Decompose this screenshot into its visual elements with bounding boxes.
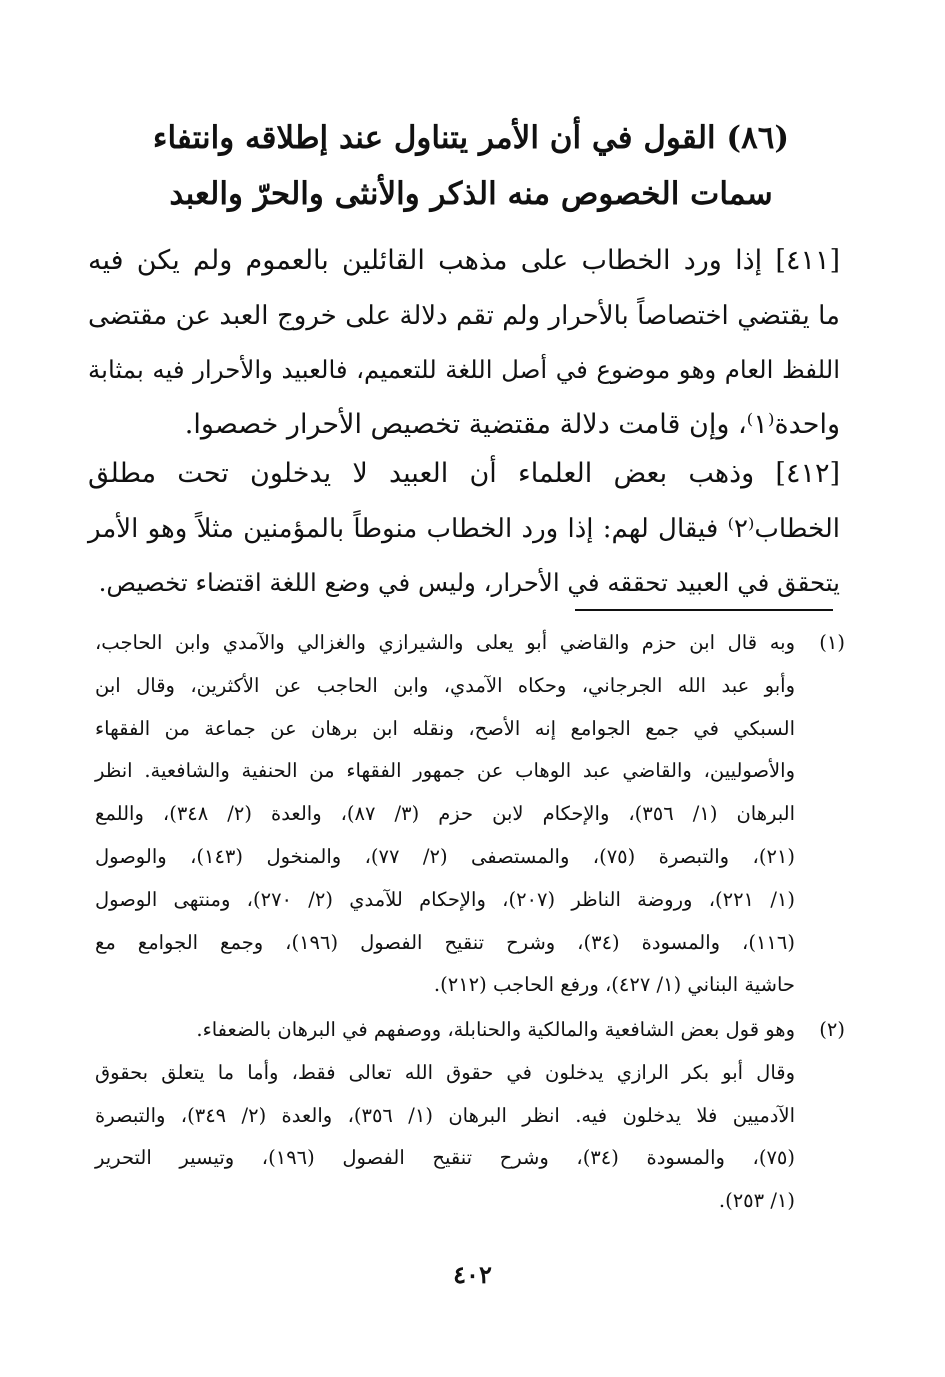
- footnote-line: وأبو عبد الله الجرجاني، وحكاه الآمدي، وابن الحاجب عن الأكثرين، وقال ابن: [95, 673, 795, 697]
- footnote-line: (٧٥)، والمسودة (٣٤)، وشرح تنقيح الفصول (١٩٦)، وتيسير التحرير: [95, 1146, 796, 1170]
- footnote-marker: (١): [819, 631, 845, 654]
- footnote-line: (١/ ٢٥٣).: [718, 1189, 795, 1213]
- paragraph-412: [88, 447, 840, 611]
- paragraph-line: واحدة⁽١⁾، وإن قامت دلالة مقتضية تخصيص الأحرار خصصوا.: [184, 408, 840, 440]
- paragraph-line: ما يقتضي اختصاصاً بالأحرار ولم تقم دلالة على خروج العبد عن مقتضى: [88, 300, 840, 331]
- section-heading-line-1: (٨٦) القول في أن الأمر يتناول عند إطلاقه وانتفاء: [152, 120, 790, 156]
- footnote-line: (١/ ٢٢١)، وروضة الناظر (٢٠٧)، والإحكام للآمدي (٢/ ٢٧٠)، ومنتهى الوصول: [95, 887, 795, 911]
- footnote-line: وقال أبو بكر الرازي يدخلون في حقوق الله تعالى فقط، وأما ما يتعلق بحقوق: [95, 1060, 795, 1084]
- paragraph-line: الخطاب⁽٢⁾ فيقال لهم: إذا ورد الخطاب منوطاً بالمؤمنين مثلاً وهو الأمر: [88, 513, 840, 544]
- paragraph-line: [٤١١] إذا ورد الخطاب على مذهب القائلين بالعموم ولم يكن فيه: [88, 245, 840, 276]
- footnote-line: السبكي في جمع الجوامع إنه الأصح، ونقله ابن برهان عن جماعة من الفقهاء: [95, 716, 795, 740]
- footnote-line: (١١٦)، والمسودة (٣٤)، وشرح تنقيح الفصول (١٩٦)، وجمع الجوامع مع: [95, 930, 795, 954]
- footnote-line: وبه قال ابن حزم والقاضي أبو يعلى والشيرازي والغزالي والآمدي وابن الحاجب،: [95, 631, 795, 654]
- paragraph-line: يتحقق في العبيد تحققه في الأحرار، وليس في وضع اللغة اقتضاء تخصيص.: [98, 568, 840, 597]
- footnote-line: حاشية البناني (١/ ٤٢٧)، ورفع الحاجب (٢١٢).: [433, 973, 795, 997]
- page-number: ٤٠٢: [453, 1260, 492, 1289]
- footnote-line: وهو قول بعض الشافعية والمالكية والحنابلة، ووصفهم في البرهان بالضعفاء.: [196, 1018, 795, 1041]
- footnote-separator: [575, 609, 833, 611]
- footnote-line: (٢١)، والتبصرة (٧٥)، والمستصفى (٢/ ٧٧)، والمنخول (١٤٣)، والوصول: [95, 844, 795, 868]
- footnote-1: [95, 622, 845, 1007]
- paragraph-line: [٤١٢] وذهب بعض العلماء أن العبيد لا يدخلون تحت مطلق: [88, 458, 840, 489]
- footnote-marker: (٢): [819, 1018, 845, 1041]
- section-heading-line-2: سمات الخصوص منه الذكر والأنثى والحرّ والعبد: [169, 176, 773, 212]
- footnote-line: والأصوليين، والقاضي عبد الوهاب عن جمهور الفقهاء من الحنفية والشافعية. انظر: [95, 759, 795, 783]
- footnote-line: البرهان (١/ ٣٥٦)، والإحكام لابن حزم (٣/ ٨٧)، والعدة (٢/ ٣٤٨)، واللمع: [95, 802, 795, 826]
- footnote-body: [95, 622, 795, 1007]
- footnote-2: [95, 1009, 845, 1223]
- footnote-line: الآدميين فلا يدخلون فيه. انظر البرهان (١/ ٣٥٦)، والعدة (٢/ ٣٤٩)، والتبصرة: [95, 1103, 796, 1127]
- paragraph-411: [88, 234, 840, 452]
- footnote-body: [95, 1009, 795, 1223]
- paragraph-line: اللفظ العام وهو موضوع في أصل اللغة للتعميم، فالعبيد والأحرار فيه بمثابة: [88, 355, 840, 384]
